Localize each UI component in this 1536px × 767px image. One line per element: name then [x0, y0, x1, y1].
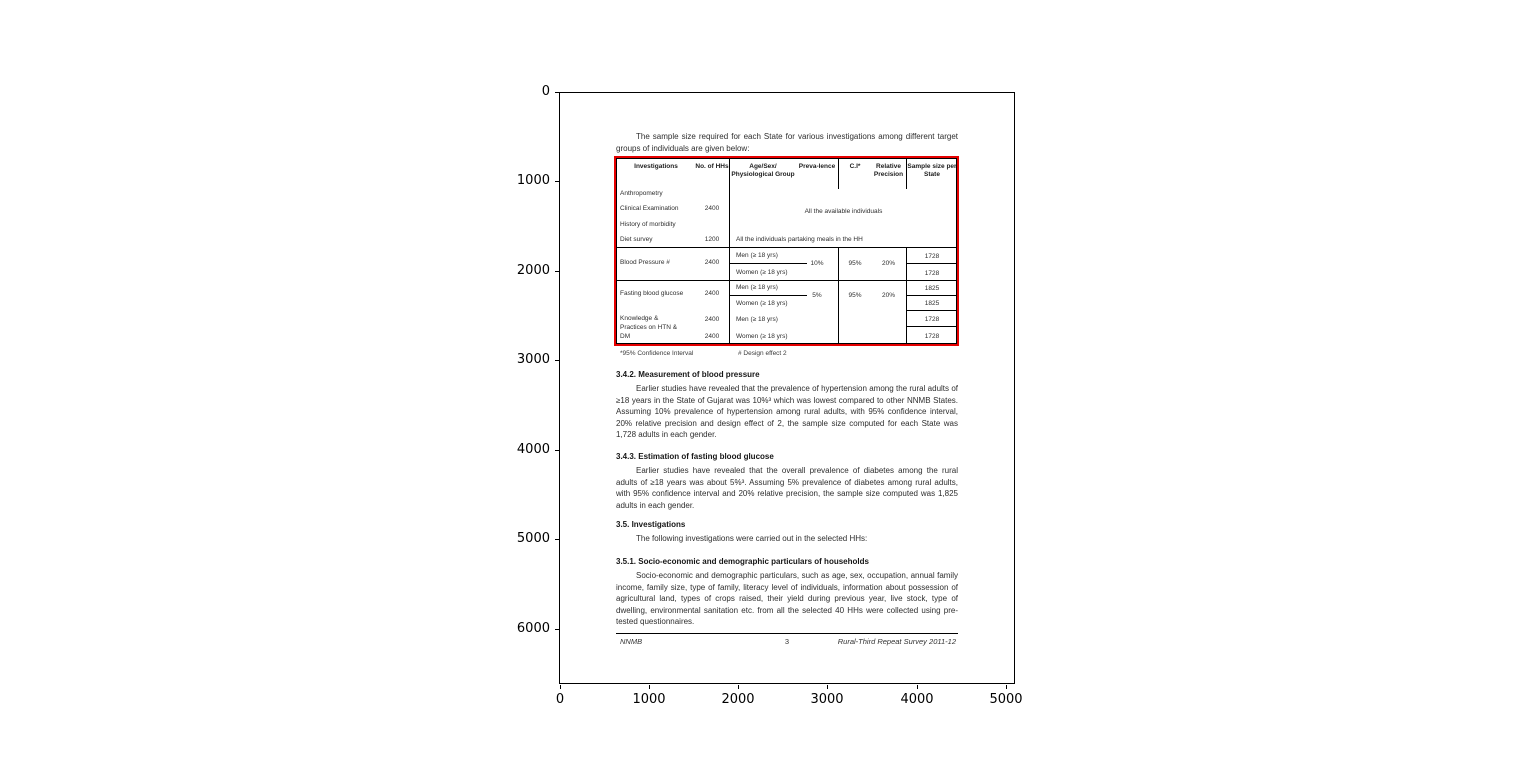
document-page [616, 93, 958, 683]
x-tick-label: 4000 [900, 692, 934, 707]
col-header-sample-size: Sample size per State [907, 163, 957, 178]
table-cell-sample-size: 1825 [924, 285, 940, 292]
table-cell-investigation: Diet survey [620, 236, 653, 243]
table-cell-prevalence: 10% [810, 260, 824, 267]
table-cell-investigation: Clinical Examination [620, 205, 679, 212]
y-tick-label: 2000 [516, 263, 550, 278]
table-cell-prevalence: 5% [812, 292, 822, 299]
table-cell-ci: 95% [848, 260, 862, 267]
table-cell-hhs: 2400 [704, 316, 720, 323]
x-tick-label: 5000 [989, 692, 1023, 707]
y-tick-label: 6000 [516, 621, 550, 636]
table-cell-hhs: 2400 [704, 290, 720, 297]
table-border-line [906, 263, 956, 264]
table-cell-hhs: 2400 [704, 333, 720, 340]
footer-left: NNMB [620, 637, 643, 646]
col-header-investigations: Investigations [634, 163, 678, 170]
x-tick-label: 1000 [632, 692, 666, 707]
y-tick-label: 3000 [516, 352, 550, 367]
table-cell-investigation: Knowledge & [620, 315, 659, 322]
table-cell-hhs: 2400 [704, 259, 720, 266]
table-cell-group-women: Women (≥ 18 yrs) [736, 269, 788, 276]
table-border-line [729, 295, 807, 296]
table-cell-group-women: Women (≥ 18 yrs) [736, 333, 788, 340]
table-border-line [617, 280, 956, 281]
table-cell-sample-size: 1825 [924, 300, 940, 307]
paragraph-3-4-3: Earlier studies have revealed that the overall prevalence of diabetes among the rural adults of ≥18 years was about 5%³. Assuming 5% prevalence of diabetes among rural adults, with 95% confidence interval and 20% relative precision, the sample size computed was 1,825 adults in each gender. [616, 466, 958, 510]
x-tick-label: 0 [555, 692, 565, 707]
sample-size-table [616, 158, 957, 344]
x-tick-mark [1006, 685, 1007, 689]
table-border-line [617, 247, 956, 248]
table-cell-investigation: Blood Pressure # [620, 259, 670, 266]
x-tick-mark [738, 685, 739, 689]
table-border-line [729, 159, 730, 343]
footer-rule [616, 633, 958, 634]
section-heading-3-4-3: 3.4.3. Estimation of fasting blood glucose [616, 452, 774, 461]
x-tick-mark [827, 685, 828, 689]
axes-frame [559, 92, 1015, 684]
intro-paragraph: The sample size required for each State for various investigations among different target groups of individuals are given below: [616, 132, 958, 153]
table-cell-group-women: Women (≥ 18 yrs) [736, 300, 788, 307]
table-cell-group-men: Men (≥ 18 yrs) [736, 252, 778, 259]
table-border-line [729, 263, 807, 264]
table-cell-precision: 20% [881, 292, 895, 299]
table-border-line [906, 310, 956, 311]
footer-page-number: 3 [784, 637, 790, 646]
table-cell-group-men: Men (≥ 18 yrs) [736, 316, 778, 323]
table-cell-span-all-individuals: All the available individuals [804, 208, 883, 215]
section-heading-3-4-2: 3.4.2. Measurement of blood pressure [616, 370, 760, 379]
col-header-prevalence: Preva-lence [798, 163, 836, 170]
table-cell-precision: 20% [881, 260, 895, 267]
x-tick-label: 2000 [721, 692, 755, 707]
table-cell-group-men: Men (≥ 18 yrs) [736, 284, 778, 291]
paragraph-3-5: The following investigations were carried out in the selected HHs: [636, 534, 868, 543]
col-header-hhs: No. of HHs [695, 163, 729, 170]
table-cell-investigation: DM [620, 333, 631, 340]
col-header-agesex: Age/Sex/ Physiological Group [731, 163, 795, 178]
x-tick-mark [649, 685, 650, 689]
table-footnote-ci: *95% Confidence Interval [620, 350, 694, 357]
x-tick-mark [560, 685, 561, 689]
paragraph-3-4-2: Earlier studies have revealed that the prevalence of hypertension among the rural adults of ≥18 years in the State of Gujarat was 10%³ which was lowest compared to other NNMB States. Assuming 10% prevalence of hypertension among rural adults, with 95% confidence interval, 20% relative precision and design effect of 2, the sample size computed for each State was 1,728 adults in each gender. [616, 384, 958, 440]
table-cell-hhs: 2400 [704, 205, 720, 212]
x-tick-mark [917, 685, 918, 689]
col-header-precision: Relative Precision [873, 163, 904, 178]
table-border-line [906, 295, 956, 296]
x-tick-label: 3000 [810, 692, 844, 707]
y-tick-label: 1000 [516, 173, 550, 188]
table-footnote-design: # Design effect 2 [738, 350, 787, 357]
table-cell-investigation: Anthropometry [620, 190, 663, 197]
table-cell-ci: 95% [848, 292, 862, 299]
table-cell-hhs: 1200 [704, 236, 720, 243]
paragraph-3-5-1: Socio-economic and demographic particulars, such as age, sex, occupation, annual family income, family size, type of family, literacy level of individuals, information about possession of agricultural land, types of crops raised, their yield during previous year, live stock, type of dwelling, environmental sanitation etc. from all the selected 40 HHs were collected using pre-tested questionnaires. [616, 571, 958, 627]
table-border-line [906, 326, 956, 327]
table-cell-investigation: Practices on HTN & [620, 324, 678, 331]
table-cell-span-diet: All the individuals partaking meals in the HH [736, 236, 863, 243]
y-tick-label: 0 [541, 84, 550, 99]
section-heading-3-5: 3.5. Investigations [616, 520, 686, 529]
footer-right: Rural-Third Repeat Survey 2011-12 [837, 637, 956, 646]
table-cell-sample-size: 1728 [924, 316, 940, 323]
table-cell-investigation: Fasting blood glucose [620, 290, 684, 297]
table-cell-sample-size: 1728 [924, 270, 940, 277]
y-tick-label: 4000 [516, 442, 550, 457]
section-heading-3-5-1: 3.5.1. Socio-economic and demographic particulars of households [616, 557, 869, 566]
y-tick-label: 5000 [516, 531, 550, 546]
table-cell-sample-size: 1728 [924, 253, 940, 260]
col-header-ci: C.I* [849, 163, 861, 170]
table-cell-sample-size: 1728 [924, 333, 940, 340]
table-cell-investigation: History of morbidity [620, 221, 676, 228]
